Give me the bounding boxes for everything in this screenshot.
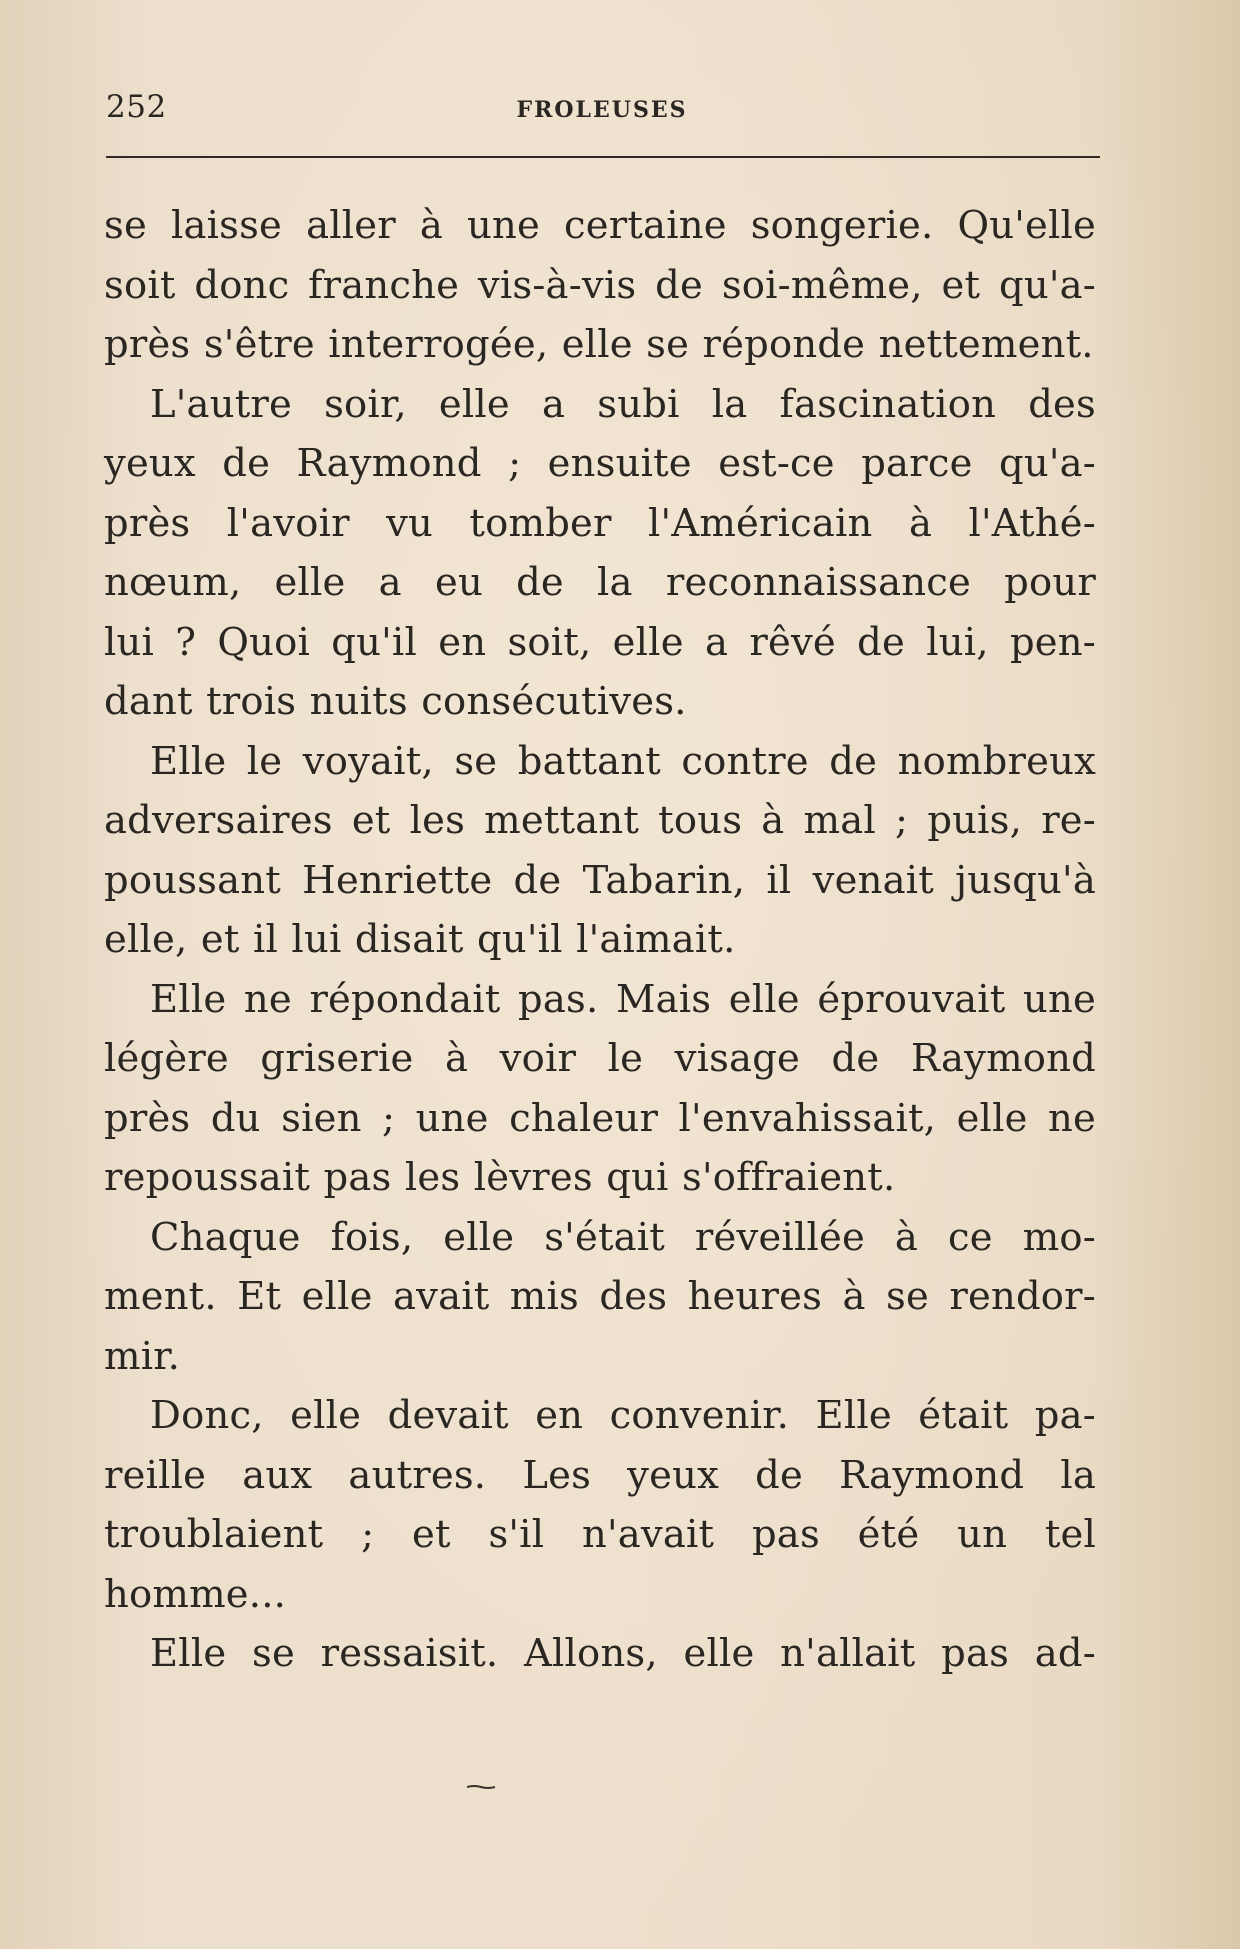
header-rule — [106, 156, 1100, 158]
text-line: se laisse aller à une certaine songerie. Qu'elle — [104, 203, 1096, 248]
text-line: ment. Et elle avait mis des heures à se rendor- — [104, 1274, 1096, 1319]
text-line: près s'être interrogée, elle se réponde nettement. — [104, 322, 1094, 367]
text-line: elle, et il lui disait qu'il l'aimait. — [104, 917, 736, 962]
text-line: lui ? Quoi qu'il en soit, elle a rêvé de lui, pen- — [104, 619, 1096, 665]
text-line: Chaque fois, elle s'était réveillée à ce mo- — [150, 1214, 1096, 1260]
page-header — [106, 82, 1098, 132]
printer-mark — [466, 1782, 496, 1788]
text-line: soit donc franche vis-à-vis de soi-même, et qu'a- — [104, 262, 1096, 308]
running-title: FROLEUSES — [516, 97, 688, 123]
body-text — [104, 196, 1096, 1684]
text-line: Elle ne répondait pas. Mais elle éprouvait une — [150, 976, 1096, 1022]
text-line: yeux de Raymond ; ensuite est-ce parce qu'a- — [104, 441, 1096, 486]
text-line: dant trois nuits consécutives. — [104, 679, 687, 724]
text-line: mir. — [104, 1333, 181, 1379]
text-line: reille aux autres. Les yeux de Raymond la — [104, 1452, 1096, 1498]
text-line: près du sien ; une chaleur l'envahissait, elle ne — [104, 1095, 1096, 1141]
text-line: L'autre soir, elle a subi la fascination des — [150, 381, 1096, 427]
text-line: troublaient ; et s'il n'avait pas été un tel — [104, 1512, 1096, 1557]
text-line: près l'avoir vu tomber l'Américain à l'Athé- — [104, 500, 1096, 546]
text-line: légère griserie à voir le visage de Raymond — [104, 1036, 1096, 1081]
text-line: Elle le voyait, se battant contre de nombreux — [150, 738, 1096, 784]
text-line: Donc, elle devait en convenir. Elle était pa- — [150, 1393, 1096, 1438]
text-line: homme... — [104, 1571, 287, 1617]
text-line: repoussait pas les lèvres qui s'offraient. — [104, 1155, 896, 1200]
text-line: nœum, elle a eu de la reconnaissance pour — [104, 560, 1096, 605]
text-line: adversaires et les mettant tous à mal ; puis, re- — [104, 798, 1096, 843]
text-line: Elle se ressaisit. Allons, elle n'allait pas ad- — [150, 1631, 1096, 1676]
text-line: poussant Henriette de Tabarin, il venait jusqu'à — [104, 857, 1096, 903]
dash-mark-icon — [466, 1784, 496, 1790]
page-number: 252 — [106, 89, 167, 125]
